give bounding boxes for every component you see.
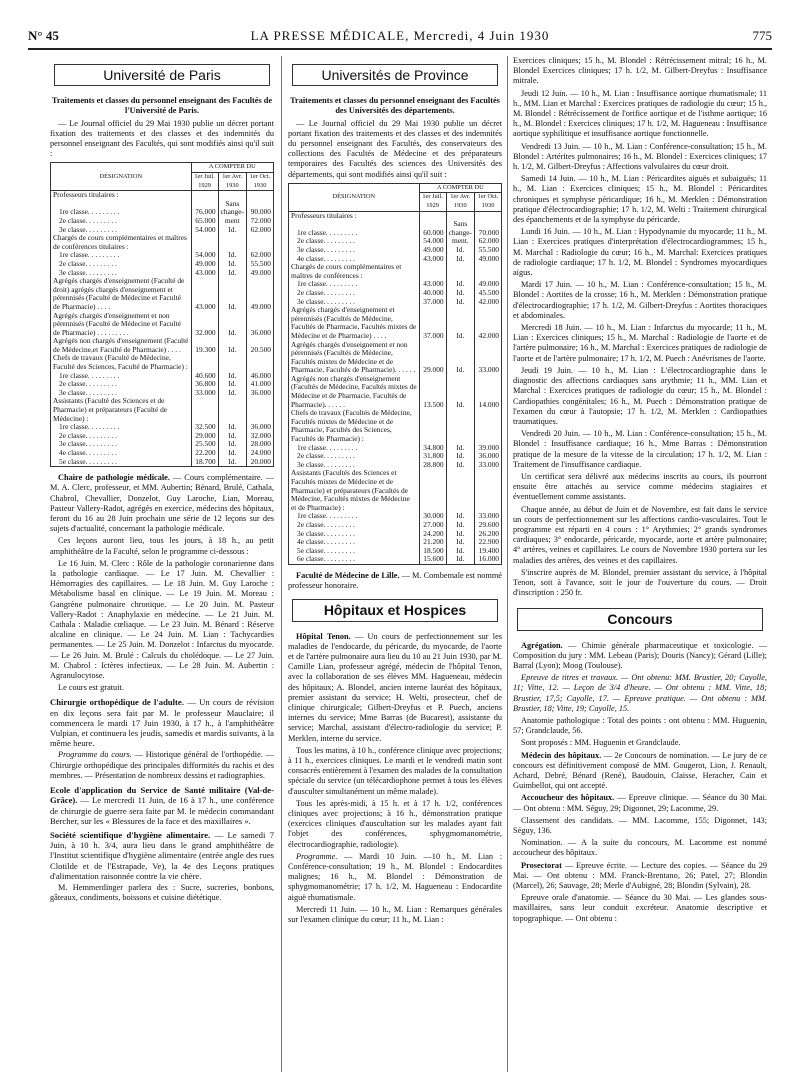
value-oct-1930: 33.000 — [475, 512, 502, 521]
text-ecole: — Le mercredi 11 Juin, de 16 à 17 h., une conférence de chirurgie de guerre sera faite par M. le médecin commandant Bercher, sur les « Blessures de la face et des maxillaires ». — [50, 795, 274, 826]
paragraph: M. Hemmerdinger parlera des : Sucre, sucreries, bonbons, gâteaux, condiments, boissons et cuisine diététique. — [50, 882, 274, 903]
salary-table — [288, 183, 502, 565]
value-avr-1930 — [218, 397, 246, 423]
value-avr-1930: Id. — [446, 521, 474, 530]
value-oct-1930: 49.000 — [247, 277, 274, 311]
heading-tenon: Hôpital Tenon. — [296, 631, 351, 641]
value-oct-1930: 49.000 — [247, 269, 274, 278]
value-avr-1930: Id. — [446, 375, 474, 409]
value-juil-1929 — [191, 191, 218, 200]
value-oct-1930: 19.400 — [475, 547, 502, 556]
text-chirurgie: — Un cours de révision en dix leçons sera fait par M. le professeur Mauclaire; il commencera le mardi 17 Juin 1930, à 17 h., à l'amphithéâtre Vulpian, et continuera les jeudis, samedis et mardis suivants, à la même heure. — [50, 697, 274, 749]
value-oct-1930: 16.000 — [475, 555, 502, 564]
paragraph: S'inscrire auprès de M. Blondel, premier assistant du service, à l'hôpital Tenon, soit à l'avance, soit le jour de l'ouverture du cours. — Droit d'inscription : 250 fr. — [513, 567, 767, 598]
value-avr-1930 — [446, 469, 474, 512]
table-row — [289, 306, 502, 340]
value-oct-1930: 72.000 — [247, 217, 274, 226]
value-avr-1930: Id. — [446, 452, 474, 461]
value-oct-1930 — [475, 263, 502, 280]
value-juil-1929: 18.700 — [191, 458, 218, 467]
paragraph: Sont proposés : MM. Huguenin et Grandclaude. — [521, 738, 681, 748]
table-row — [289, 375, 502, 409]
table-row — [289, 211, 502, 220]
table-row — [51, 191, 274, 200]
paragraph: Chaque année, au début de Juin et de Novembre, est fait dans le service un cours de perfectionnement sur les affections cardio-vasculaires. Tout le programme est réparti en 4 cours : 1° Arythmies; 2° grands syndromes cardiaques; 3° endocarde, péricarde, myocarde, aorte et artère pulmonaire; 4° artères, veines et capillaires. Le cours de Novembre 1930 portera sur les maladies des artères, des veines et des capillaires. — [513, 504, 767, 565]
section-title: Hôpitaux et Hospices — [292, 599, 498, 621]
article-subtitle: Traitements et classes du personnel enseignant des Facultés des Universités des départements. — [290, 96, 500, 116]
value-avr-1930: Id. — [446, 461, 474, 470]
row-label: 3e classe. . . . . . . . . — [289, 298, 420, 307]
value-oct-1930: 36.000 — [247, 423, 274, 432]
value-oct-1930: 33.000 — [475, 461, 502, 470]
text-tenon: — Un cours de perfectionnement sur les maladies de l'endocarde, du péricarde, du myocarde, de l'aorte et de l'artère pulmonaire aura lieu du 10 au 21 Juin 1930, par M. Camille Lian, professeur agrégé, médecin de l'hôpital Tenon, avec la collaboration de ses élèves MM. Hagueneau, médecin des hôpitaux; A. Blondel, ancien interne lauréat des hôpitaux, premier assistant du service; H. Welti, prosecteur, chef de clinique chirurgicale; Gilbert-Dreyfus et P. Puech, anciens internes du service; Mme Barras (de Bucarest), assistante du service; Marchal, assistant d'électro-radiologie du service; P. Merklen, interne du service. — [288, 631, 502, 743]
value-avr-1930: Id. — [218, 432, 246, 441]
value-juil-1929: 28.800 — [419, 461, 446, 470]
heading-accoucheur: Accoucheur des hôpitaux. — [521, 793, 615, 803]
value-juil-1929: 43.000 — [419, 280, 446, 289]
value-avr-1930: ment — [218, 217, 246, 226]
value-juil-1929: 76.000 — [191, 200, 218, 217]
value-avr-1930: Id. — [218, 269, 246, 278]
text-programme: — Mardi 10 Juin. —10 h., M. Lian : Conférence-consultation; 19 h., M. Blondel : Endocardites malignes; 16 h., M. Blondel : Démonstration de sphygmomanométrie; 17 h. 1/2, M. Hagueneau : Endocardite aiguë rhumatismale. — [288, 851, 502, 902]
text-programme: — Historique général de l'orthopédie. — Chirurgie orthopédique des principales difformités du rachis et des membres. — Présentation de nombreux dessins et radiographies. — [50, 750, 274, 780]
value-oct-1930: 32.000 — [247, 432, 274, 441]
table-row — [51, 277, 274, 311]
value-juil-1929: 43.000 — [191, 277, 218, 311]
row-label: 2e classe. . . . . . . . . — [51, 380, 192, 389]
row-label: 4e classe. . . . . . . . . — [51, 449, 192, 458]
value-juil-1929 — [419, 211, 446, 220]
paragraph: Le 16 Juin. M. Clerc : Rôle de la pathologie coronarienne dans la pathologie cardiaque. — Le 17 Juin. M. Chevallier : Hémorragies des capillaires. — Le 18 Juin. M. Guy Laroche : Métabolisme basal en clinique. — Le 19 Juin. M. Moreau : Gangrène pulmonaire chronique. — Le 20 Juin. M. Pasteur Vallery-Radot : Anaphylaxie en médecine. — Le 21 Juin. M. Cathala : Maladie cœliaque. — Le 23 Juin. M. Bénard : Réserve alcaline en clinique. — Le 24 Juin. M. Lian : Tachycardies permanentes. — Le 25 Juin. M. Donzelot : Infarctus du myocarde. — Le 26 Juin. M. Brulé : Calculs du cholédoque. — Le 27 Juin. M. Chabrol : Ictères infectieux. — Le 28 Juin. M. Aubertin : Agranulocytose. — [50, 558, 274, 681]
article-intro: — Le Journal officiel du 29 Mai 1930 publie un décret portant fixation des traitements et des classes et des indemnités du personnel enseignant des Facultés, des conservateurs des collections des Facultés de Médecine et des préparateurs temporaires des Facultés des sciences des Universités des départements, qui sont modifiés ainsi qu'il suit : — [288, 118, 502, 179]
col-head-date: 1er Avr. 1930 — [446, 193, 474, 211]
paragraph: Le cours est gratuit. — [58, 683, 124, 693]
row-label: Agrégés chargés d'enseignement et non pérennisés (Faculté de Médecine et Faculté de Pharmacie) . . . . . . . . . — [51, 312, 192, 338]
value-avr-1930: Id. — [446, 298, 474, 307]
value-oct-1930 — [247, 191, 274, 200]
value-oct-1930: 49.000 — [475, 255, 502, 264]
value-juil-1929: 54.000 — [191, 226, 218, 235]
value-oct-1930: 55.500 — [475, 246, 502, 255]
value-oct-1930: 49.000 — [475, 280, 502, 289]
value-avr-1930 — [446, 263, 474, 280]
value-avr-1930: Id. — [218, 458, 246, 467]
value-oct-1930: 55.500 — [247, 260, 274, 269]
paragraph: Vendredi 20 Juin. — 10 h., M. Lian : Conférence-consultation; 15 h., M. Blondel : Insuffisance cardiaque; 16 h., Mme Barras : Démonstration pratique de la mesure de la vitesse de la circulation; 17 h. 1/2, M. Lian : Traitement de l'insuffisance cardiaque. — [513, 429, 767, 469]
section-title: Universités de Province — [292, 64, 498, 86]
value-oct-1930: 36.000 — [247, 312, 274, 338]
paragraph: Nomination. — A la suite du concours, M. Lacomme est nommé accoucheur des hôpitaux. — [513, 838, 767, 858]
value-juil-1929: 29.000 — [191, 432, 218, 441]
value-avr-1930 — [218, 354, 246, 371]
text-agregation: — Chimie générale pharmaceutique et toxicologie. — Composition du jury : MM. Lebeau (Paris); Douris (Nancy); Gérard (Lille); Barral (Lyon); Moog (Toulouse). — [513, 640, 767, 670]
table-row — [51, 458, 274, 467]
value-oct-1930: 62.000 — [247, 251, 274, 260]
value-oct-1930: 41.000 — [247, 380, 274, 389]
value-oct-1930 — [475, 469, 502, 512]
text-societe: — Le samedi 7 Juin, à 10 h. 3/4, aura lieu dans le grand amphithéâtre de l'Institut scientifique d'hygiène alimentaire (entrée angle des rues Clotilde et de l'Estrapade, Ve), la 4e des Leçons pratiques d'alimentation raisonnée contre la vie chère. — [50, 829, 274, 881]
paragraph: Mardi 17 Juin. — 10 h., M. Lian : Conférence-consultation; 15 h., M. Blondel : Aortites de la crosse; 16 h., M. Merklen : Démonstration pratique d'électrocardiographie; 17 h. 1/2, M. Gilbert-Dreyfus : Aortites thoraciques et abdominales. — [513, 280, 767, 320]
row-label: 5e classe. . . . . . . . . — [289, 547, 420, 556]
value-avr-1930 — [218, 234, 246, 251]
value-avr-1930: Id. — [218, 277, 246, 311]
paragraph: Ces leçons auront lieu, tous les jours, à 18 h., au petit amphithéâtre de la Faculté, selon le programme ci-dessous : — [50, 536, 274, 556]
value-juil-1929 — [191, 397, 218, 423]
value-oct-1930: 28.000 — [247, 440, 274, 449]
value-avr-1930: Id. — [446, 555, 474, 564]
value-avr-1930: Id. — [218, 440, 246, 449]
paragraph: Epreuve de titres et travaux. — Ont obtenu: MM. Brustier, 20; Cayolle, 11; Vitte, 12. — Leçon de 3/4 d'heure. — Ont obtenu : MM. Vitte, 18; Brustier, 17,5; Cayolle, 17. — Epreuve pratique. — Ont obtenu : MM. Brustier, 18; Vitte, 19; Cayolle, 15. — [513, 673, 767, 713]
row-label: 3e classe. . . . . . . . . — [51, 269, 192, 278]
value-oct-1930: 20.500 — [247, 337, 274, 354]
salary-table-body — [51, 191, 274, 467]
heading-lille: Faculté de Médecine de Lille. — [296, 570, 400, 580]
value-avr-1930: Id. — [218, 251, 246, 260]
value-juil-1929: 15.600 — [419, 555, 446, 564]
row-label: 6e classe. . . . . . . . . — [289, 555, 420, 564]
value-avr-1930: Id. — [446, 246, 474, 255]
row-label: Agrégés non chargés d'enseignement (Faculté de Médecine,et Faculté de Pharmacie) . . . . — [51, 337, 192, 354]
row-label: 5e classe. . . . . . . . . — [51, 458, 192, 467]
heading-pathologie: Chaire de pathologie médicale. — [58, 473, 170, 483]
paragraph: Tous les après-midi, à 15 h. et à 17 h. 1/2, conférences cliniques avec projections; à 16 h., démonstration pratique (exercices cliniques d'auscultation sur les malades ayant fait l'objet des conférences, sphygmomanométrie, électrocardiographie, radiologie). — [288, 798, 502, 849]
value-avr-1930: Id. — [446, 255, 474, 264]
value-avr-1930: Sans change- — [218, 200, 246, 217]
column-divider — [507, 56, 508, 1072]
text-lille: — M. Combemale est nommé professeur honoraire. — [288, 570, 502, 591]
value-juil-1929: 18.500 — [419, 547, 446, 556]
value-avr-1930: Id. — [218, 226, 246, 235]
value-juil-1929: 13.500 — [419, 375, 446, 409]
row-label: Chargés de cours complémentaires et maîtres de conférences titulaires : — [51, 234, 192, 251]
article-intro: — Le Journal officiel du 29 Mai 1930 publie un décret portant fixation des traitements et des classes et des indemnités du personnel enseignant des Facultés, qui sont modifiés ainsi qu'il suit : — [50, 118, 274, 159]
value-juil-1929: 32.500 — [191, 423, 218, 432]
col-head-designation: DÉSIGNATION — [289, 183, 420, 211]
value-juil-1929: 19.300 — [191, 337, 218, 354]
value-oct-1930: 62.000 — [247, 226, 274, 235]
row-label: 1re classe. . . . . . . . . — [289, 444, 420, 453]
issue-number: N° 45 — [28, 28, 59, 43]
value-juil-1929: 36.800 — [191, 380, 218, 389]
value-juil-1929: 21.200 — [419, 538, 446, 547]
row-label: Professeurs titulaires : — [289, 211, 420, 220]
salary-table-body — [289, 211, 502, 564]
row-label: Chefs de travaux (Faculté de Médecine, Faculté des Sciences, Faculté de Pharmacie) : — [51, 354, 192, 371]
paragraph: Tous les matins, à 10 h., conférence clinique avec projections; à 11 h., exercices cliniques. Le mardi et le vendredi matin sont consacrés entièrement à l'examen des malades de la consultation spéciale du service (un télécardiophone permet à tous les élèves d'ausculter simultanément un même malade). — [288, 745, 502, 796]
table-row — [51, 200, 274, 217]
value-oct-1930: 62.000 — [475, 237, 502, 246]
value-juil-1929: 32.000 — [191, 312, 218, 338]
lead-programme: Programme. — [296, 851, 338, 861]
paragraph: Jeudi 19 Juin. — 10 h., M. Lian : L'électrocardiographie dans le diagnostic des affections cardiaques sans arythmie; 11 h., MM. Lian et Marchal : Exercices pratiques de radiologie du cœur; 15 h., M. Blondel : Cardiopathies congénitales; 16 h., M. Puech : Démonstration pratique de l'examen du cœur à l'autopsie; 17 h. 1/2, M. Merklen : Cardiopathies traumatiques. — [513, 365, 767, 426]
table-row — [289, 341, 502, 375]
row-label: 2e classe. . . . . . . . . — [289, 452, 420, 461]
table-row — [51, 234, 274, 251]
row-label: 1re classe. . . . . . . . . — [51, 423, 192, 432]
value-juil-1929: 43.000 — [191, 269, 218, 278]
value-juil-1929: 22.200 — [191, 449, 218, 458]
value-avr-1930: Id. — [446, 538, 474, 547]
value-juil-1929: 65.000 — [191, 217, 218, 226]
column-right — [513, 56, 767, 1076]
value-avr-1930: Id. — [218, 380, 246, 389]
heading-societe: Société scientifique d'hygiène alimentaire. — [50, 829, 211, 840]
heading-chirurgie: Chirurgie orthopédique de l'adulte. — [50, 697, 184, 708]
table-row — [51, 312, 274, 338]
value-oct-1930: 22.900 — [475, 538, 502, 547]
value-avr-1930: Id. — [446, 512, 474, 521]
row-label: 2e classe. . . . . . . . . — [51, 260, 192, 269]
page-number: 775 — [752, 28, 772, 43]
paragraph: Exercices cliniques; 15 h., M. Blondel : Rétrécissement mitral; 16 h., M. Blondel Exercices cliniques; 17 h. 1/2, M. Gilbert-Dreyfus : Insuffisance mitrale. — [513, 56, 767, 86]
value-avr-1930: Id. — [446, 306, 474, 340]
value-oct-1930: 90.000 — [247, 200, 274, 217]
text-accoucheur: — Epreuve clinique. — Séance du 30 Mai. — Ont obtenu : MM. Séguy, 29; Digonnet, 29; Lacomme, 29. — [513, 793, 767, 813]
row-label: Chefs de travaux (Facultés de Médecine, Facultés mixtes de Médecine et de Pharmacie, Facultés des Sciences, Facultés de Pharmacie) : — [289, 409, 420, 443]
value-oct-1930: 46.000 — [247, 372, 274, 381]
row-label: 2e classe. . . . . . . . . — [289, 289, 420, 298]
heading-agregation: Agrégation. — [521, 640, 563, 650]
paragraph: Jeudi 12 Juin. — 10 h., M. Lian : Insuffisance aortique rhumatismale; 11 h., MM. Lian et Marchal : Exercices pratiques de radiologie du cœur; 15 h., M. Blondel : Rétrécissement de l'orifice aortique et de l'isthme aortique; 16 h., M. Blondel : Exercices cliniques; 17 h. 1/2, M. Hagueneau : Insuffisance aortique syphilitique et insuffisance aortique fonctionnelle. — [513, 88, 767, 139]
value-oct-1930: 33.000 — [475, 341, 502, 375]
value-avr-1930: Id. — [218, 389, 246, 398]
row-label: Agrégés chargés d'enseignement (Faculté de droit) agrégés chargés d'enseignement et pérennisés (Faculté de Médecine et Faculté de Pharmacie) . . . . — [51, 277, 192, 311]
value-juil-1929: 25.500 — [191, 440, 218, 449]
text-pathologie: — Cours complémentaire. — M. A. Clerc, professeur, et MM. Aubertin; Bénard, Brulé, Cathala, Chabrol, Chevallier, Donzelot, Guy Laroche, Lian, Moreau, Pasteur Vallery-Radot, agrégés en exercice, médecins des hôpitaux, feront du 16 au 28 Juin prochain une série de 12 leçons sur des sujets d'actualité, concernant la pathologie médicale. — [50, 473, 274, 534]
row-label: 1re classe. . . . . . . . . — [51, 372, 192, 381]
article-subtitle: Traitements et classes du personnel enseignant des Facultés de l'Université de Paris. — [51, 96, 273, 116]
value-avr-1930: Id. — [218, 423, 246, 432]
table-row — [51, 354, 274, 371]
value-avr-1930: Id. — [446, 444, 474, 453]
value-juil-1929: 43.000 — [419, 255, 446, 264]
value-oct-1930 — [247, 354, 274, 371]
column-province — [288, 56, 502, 1076]
value-juil-1929: 31.800 — [419, 452, 446, 461]
value-juil-1929: 49.000 — [191, 260, 218, 269]
value-juil-1929: 40.000 — [419, 289, 446, 298]
row-label: Assistants (Facultés des Sciences et Facultés mixtes de Médecine et de Pharmacie) et préparateurs (Facultés de Médecine, Facultés mixtes de Médecine et de Pharmacie) : — [289, 469, 420, 512]
col-head-date: 1er Oct. 1930 — [247, 173, 274, 191]
value-avr-1930: Id. — [446, 280, 474, 289]
row-label: 1re classe. . . . . . . . . — [51, 251, 192, 260]
row-label: 2e classe. . . . . . . . . — [51, 217, 192, 226]
value-oct-1930: 70.000 — [475, 220, 502, 237]
row-label: Agrégés chargés d'enseignement et non pérennisés (Facultés de Médecine, Facultés mixtes de Médecine et de Pharmacie, Facultés de Pharmacie). . . . . . — [289, 341, 420, 375]
value-juil-1929 — [191, 234, 218, 251]
value-juil-1929: 37.000 — [419, 306, 446, 340]
paragraph: Samedi 14 Juin. — 10 h., M. Lian : Péricardites aiguës et subaiguës; 11 h., M. Lian : Exercices cliniques; 15 h., M. Blondel : Péricardites chroniques et symphyse péricardique; 16 h., M. Merklen : Démonstration pratique d'électrocardiographie; 17 h. 1/2, M. Welti : Traitement chirurgical des épanchements et de la symphyse du péricarde. — [513, 174, 767, 225]
value-oct-1930 — [475, 409, 502, 443]
value-avr-1930: Id. — [218, 337, 246, 354]
value-oct-1930: 14.000 — [475, 375, 502, 409]
salary-table — [50, 162, 274, 467]
row-label: 3e classe. . . . . . . . . — [51, 389, 192, 398]
value-oct-1930: 42.000 — [475, 306, 502, 340]
paragraph: Mercredi 18 Juin. — 10 h., M. Lian : Infarctus du myocarde; 11 h., M. Lian : Exercices cliniques; 15 h., M. Marchal : Radiologie de l'aorte et de l'artère pulmonaire; 16 h., M. Marchal : Exercices pratiques de radiologie de l'aorte et de l'artère pulmonaire; 17 h. 1/2, M. Puech : Anévrismes de l'aorte. — [513, 323, 767, 363]
value-avr-1930: Id. — [218, 449, 246, 458]
col-head-date: 1er Juil. 1929 — [419, 193, 446, 211]
column-paris — [50, 56, 274, 1076]
table-row — [289, 555, 502, 564]
value-juil-1929: 33.000 — [191, 389, 218, 398]
value-juil-1929 — [419, 409, 446, 443]
heading-medecin: Médecin des hôpitaux. — [521, 750, 602, 760]
row-label: Assistants (Faculté des Sciences et de Pharmacie) et préparateurs (Faculté de Médecine) : — [51, 397, 192, 423]
value-avr-1930: Id. — [218, 260, 246, 269]
value-juil-1929: 24.200 — [419, 530, 446, 539]
value-juil-1929: 40.600 — [191, 372, 218, 381]
paragraph: Epreuve orale d'anatomie. — Séance du 30 Mai. — Les glandes sous-maxillaires, sans leur conduit excréteur. Anatomie descriptive et topographique. — Ont obtenu : — [513, 893, 767, 923]
heading-ecole: Ecole d'application du Service de Santé militaire (Val-de-Grâce). — [50, 785, 274, 806]
text-prosectorat: — Epreuve écrite. — Lecture des copies. — Séance du 29 Mai. — Ont obtenu : MM. Franck-Brentano, 26; Patel, 27; Blondin (Marcel), 26; Sauvage, 28; Merle d'Aubigné, 28; Blondin (Sylvain), 28. — [513, 860, 767, 891]
table-row — [51, 397, 274, 423]
value-juil-1929: 27.000 — [419, 521, 446, 530]
value-oct-1930: 45.500 — [475, 289, 502, 298]
value-oct-1930: 29.600 — [475, 521, 502, 530]
header-rule — [28, 48, 772, 50]
col-head-group: A COMPTER DU — [191, 163, 273, 173]
col-head-date: 1er Juil. 1929 — [191, 173, 218, 191]
value-oct-1930: 36.000 — [475, 452, 502, 461]
paragraph: Classement des candidats. — MM. Lacomme, 155; Digonnet, 143; Séguy, 136. — [513, 815, 767, 836]
value-avr-1930: Id. — [218, 312, 246, 338]
col-head-date: 1er Oct. 1930 — [475, 193, 502, 211]
value-juil-1929: 34.800 — [419, 444, 446, 453]
row-label: 3e classe. . . . . . . . . — [289, 530, 420, 539]
value-oct-1930: 20.000 — [247, 458, 274, 467]
value-oct-1930: 24.000 — [247, 449, 274, 458]
row-label: Agrégés non chargés d'enseignement (Facultés de Médecine, Facultés mixtes de Médecine et de Pharmacie, Facultés de Pharmacie). . . . . . — [289, 375, 420, 409]
row-label: 2e classe. . . . . . . . . — [289, 521, 420, 530]
value-juil-1929: 49.000 — [419, 246, 446, 255]
value-juil-1929 — [419, 469, 446, 512]
row-label: 1re classe. . . . . . . . . — [51, 200, 192, 217]
paragraph: Lundi 16 Juin. — 10 h., M. Lian : Hypodynamie du myocarde; 11 h., M. Lian : Exercices pratiques d'interprétation d'électrocardiogrammes; 15 h., M. Marchal : Radiologie du cœur; 16 h., M. Marchal: Exercices pratiques de radiologie cardiaque; 17 h. 1/2, M. Blondel : Syndromes myocardiques aigus. — [513, 227, 767, 278]
value-avr-1930: Id. — [218, 372, 246, 381]
col-head-group: A COMPTER DU — [419, 183, 501, 193]
lead-programme: Programme du cours. — [58, 750, 132, 760]
col-head-date: 1er Avr. 1930 — [218, 173, 246, 191]
table-row — [51, 337, 274, 354]
value-avr-1930: ment. — [446, 237, 474, 246]
row-label: 2e classe. . . . . . . . . — [289, 237, 420, 246]
value-juil-1929: 30.000 — [419, 512, 446, 521]
paragraph: Anatomie pathologique : Total des points : ont obtenu : MM. Huguenin, 57; Grandclaude, 56. — [513, 715, 767, 736]
value-avr-1930: Id. — [446, 341, 474, 375]
row-label: 3e classe. . . . . . . . . — [51, 226, 192, 235]
value-avr-1930 — [446, 409, 474, 443]
row-label: Chargés de cours complémentaires et maîtres de conférences : — [289, 263, 420, 280]
value-oct-1930: 42.000 — [475, 298, 502, 307]
value-avr-1930: Id. — [446, 547, 474, 556]
row-label: 1re classe. . . . . . . . . — [289, 220, 420, 237]
value-juil-1929: 54.000 — [191, 251, 218, 260]
row-label: Agrégés chargés d'enseignement et pérennisés (Facultés de Médecine, Facultés de Pharmacie, Facultés mixtes de Médecine et de Pharmacie) . . . . — [289, 306, 420, 340]
paragraph: Un certificat sera délivré aux médecins inscrits au cours, ils pourront ensuite être attachés au service comme médecins stagiaires et éventuellement comme assistants. — [513, 471, 767, 502]
value-oct-1930 — [247, 234, 274, 251]
value-juil-1929: 54.000 — [419, 237, 446, 246]
value-juil-1929 — [419, 263, 446, 280]
row-label: 1re classe. . . . . . . . . — [289, 280, 420, 289]
row-label: 3e classe. . . . . . . . . — [289, 461, 420, 470]
value-avr-1930: Id. — [446, 530, 474, 539]
value-oct-1930 — [247, 397, 274, 423]
value-avr-1930: Id. — [446, 289, 474, 298]
value-oct-1930: 36.000 — [247, 389, 274, 398]
heading-prosectorat: Prosectorat — [521, 860, 562, 870]
value-juil-1929: 29.000 — [419, 341, 446, 375]
value-oct-1930: 39.000 — [475, 444, 502, 453]
value-juil-1929: 60.000 — [419, 220, 446, 237]
table-row — [289, 409, 502, 443]
paragraph: Mercredi 11 Juin. — 10 h., M. Lian : Remarques générales sur l'examen clinique du cœur; 11 h., M. Lian : — [288, 904, 502, 925]
value-juil-1929: 37.000 — [419, 298, 446, 307]
table-row — [289, 220, 502, 237]
value-avr-1930: Sans change- — [446, 220, 474, 237]
row-label: 4e classe. . . . . . . . . — [289, 538, 420, 547]
value-oct-1930: 26.200 — [475, 530, 502, 539]
text-medecin: — 2e Concours de nomination. — Le jury de ce concours est définitivement composé de MM. Gougerot, Lion, J. Renault, Achard, Debré, Bénard (René), Baudouin, Claisse, Heracher, Cain et Guimbellot, qui ont accepté. — [513, 750, 767, 791]
row-label: 2e classe. . . . . . . . . — [51, 432, 192, 441]
row-label: 3e classe. . . . . . . . . — [51, 440, 192, 449]
table-row — [289, 469, 502, 512]
section-title: Concours — [517, 608, 763, 630]
value-juil-1929 — [191, 354, 218, 371]
section-title: Université de Paris — [54, 64, 270, 86]
value-oct-1930 — [475, 211, 502, 220]
row-label: 1re classe. . . . . . . . . — [289, 512, 420, 521]
column-divider — [281, 56, 282, 1072]
page-header — [28, 26, 772, 46]
row-label: Professeurs titulaires : — [51, 191, 192, 200]
journal-title: LA PRESSE MÉDICALE, Mercredi, 4 Juin 1930 — [250, 28, 550, 43]
col-head-designation: DÉSIGNATION — [51, 163, 192, 191]
row-label: 4e classe. . . . . . . . . — [289, 255, 420, 264]
row-label: 3e classe. . . . . . . . . — [289, 246, 420, 255]
paragraph: Vendredi 13 Juin. — 10 h., M. Lian : Conférence-consultation; 15 h., M. Blondel : Artérites pulmonaires; 16 h., M. Blondel : Exercices cliniques; 17 h. 1/2, M. Gilbert-Dreyfus : Affections valvulaires du cœur droit. — [513, 141, 767, 172]
table-row — [289, 263, 502, 280]
